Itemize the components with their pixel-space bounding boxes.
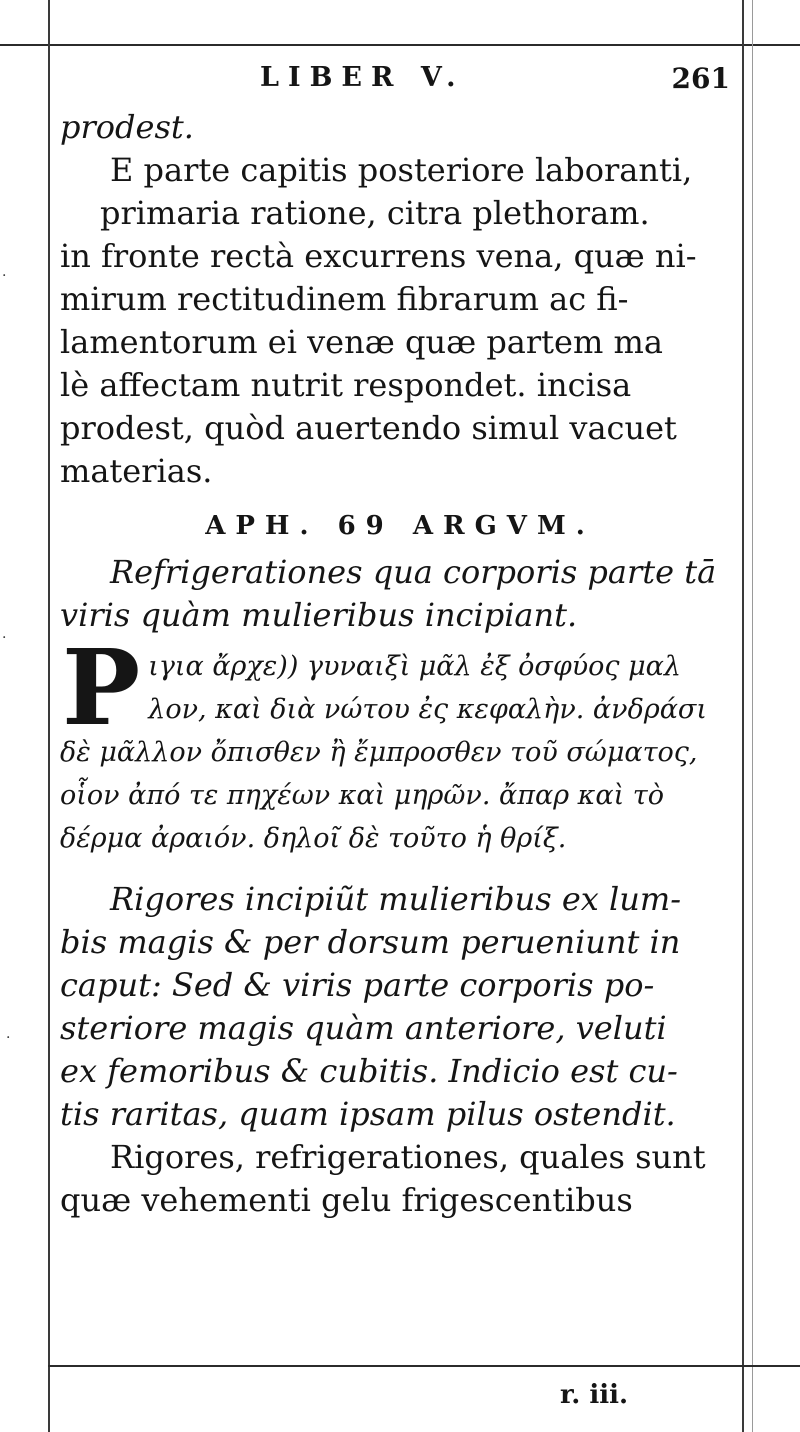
- running-head: [60, 48, 740, 106]
- argument: [60, 551, 740, 637]
- text-line: Rigores incipiũt mulieribus ex lum-: [110, 880, 681, 918]
- greek-line: δὲ μᾶλλον ὄπισθεν ἢ ἔμπροσθεν τοῦ σώματος,: [60, 737, 698, 768]
- page-frame-top-rule: [0, 44, 800, 46]
- text-line: [60, 149, 740, 192]
- text-line: viris quàm mulieribus incipiant.: [60, 596, 578, 634]
- text-line: tis raritas, quam ipsam pilus ostendit.: [60, 1095, 676, 1133]
- page-frame-left-rule: [48, 0, 50, 1432]
- paragraph-1: [60, 106, 740, 493]
- text-line: lamentorum ei venæ quæ partem ma: [60, 323, 663, 361]
- page-frame-right-rule: [742, 0, 744, 1432]
- text-line: materias.: [60, 452, 213, 490]
- aphorism-heading: APH. 69 ARGVM.: [205, 511, 595, 541]
- page-number: 261: [671, 62, 730, 95]
- text-line: bis magis & per dorsum perueniunt in: [60, 923, 681, 961]
- text-line: mirum rectitudinem fibrarum ac fi-: [60, 280, 629, 318]
- commentary: [60, 1136, 740, 1222]
- latin-translation: [60, 878, 740, 1136]
- margin-speck: ·: [2, 630, 7, 646]
- text-line: Refrigerationes qua corporis parte tā: [110, 553, 717, 591]
- text-line: Rigores, refrigerationes, quales sunt: [110, 1138, 706, 1176]
- text-line-content: E parte capitis posteriore laboranti,: [110, 151, 693, 189]
- text-line: in fronte rectà excurrens vena, quæ ni-: [60, 237, 697, 275]
- text-line: steriore magis quàm anteriore, veluti: [60, 1009, 667, 1047]
- page-frame-outer-rule: [752, 0, 753, 1432]
- greek-line: ιγια ἄρχε)) γυναιξὶ μᾶλ ἐξ ὀσφύος μαλ: [148, 651, 682, 682]
- greek-line: δέρμα ἀραιόν. δηλοῖ δὲ τοῦτο ἡ θρίξ.: [60, 823, 567, 854]
- text-line: quæ vehementi gelu frigescentibus: [60, 1181, 633, 1219]
- margin-speck: ·: [2, 268, 7, 284]
- text-line: primaria ratione, citra plethoram.: [100, 194, 650, 232]
- greek-text: [60, 626, 740, 860]
- drop-cap: P: [62, 626, 141, 749]
- text-line: ex femoribus & cubitis. Indicio est cu-: [60, 1052, 678, 1090]
- text-line: prodest.: [60, 108, 194, 146]
- greek-line: οἷον ἀπό τε πηχέων καὶ μηρῶν. ἄπαρ καὶ τὸ: [60, 780, 664, 811]
- margin-speck: ·: [6, 1030, 11, 1046]
- text-line: lè affectam nutrit respondet. incisa: [60, 366, 632, 404]
- page-frame-bottom-rule: [48, 1365, 800, 1367]
- running-head-title: LIBER V.: [260, 62, 465, 93]
- text-line: prodest, quòd auertendo simul vacuet: [60, 409, 677, 447]
- signature-mark: r. iii.: [560, 1380, 629, 1410]
- book-page: [60, 48, 740, 1222]
- greek-line: λον, καὶ διὰ νώτου ἐς κεφαλὴν. ἀνδράσι: [148, 694, 707, 725]
- text-line: caput: Sed & viris parte corporis po-: [60, 966, 655, 1004]
